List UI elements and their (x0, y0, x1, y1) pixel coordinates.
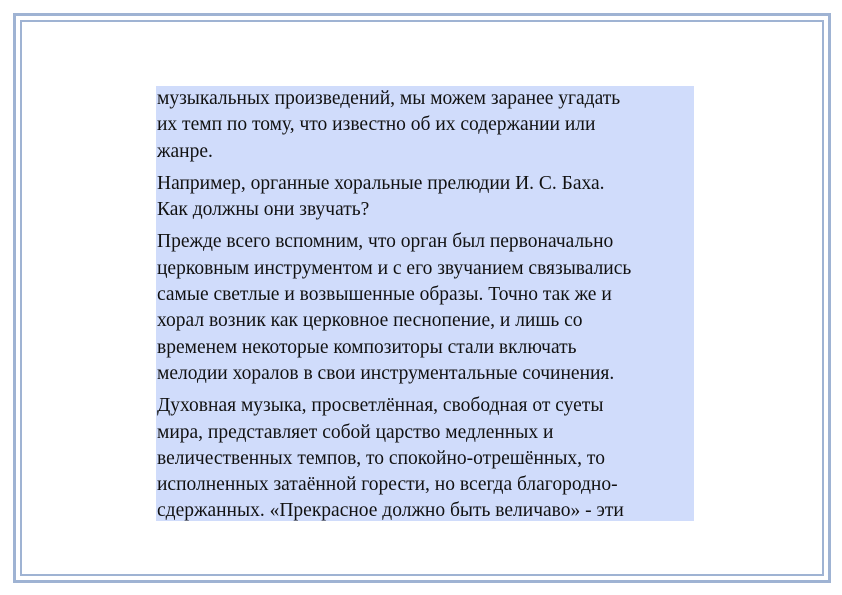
text-line: хорал возник как церковное песнопение, и лишь со (157, 310, 583, 332)
text-line: исполненных затаённой горести, но всегда благородно- (157, 474, 618, 496)
paragraph-1 (157, 86, 694, 165)
text-line: сдержанных. «Прекрасное должно быть величаво» - эти (157, 500, 624, 521)
text-line: Как должны они звучать? (157, 199, 370, 221)
text-body (156, 86, 694, 521)
text-line: их темп по тому, что известно об их содержании или (157, 114, 596, 136)
text-line: Например, органные хоральные прелюдии И. С. Баха. (157, 172, 605, 194)
text-line: жанре. (157, 140, 213, 162)
text-line: временем некоторые композиторы стали включать (157, 336, 577, 358)
text-line: Духовная музыка, просветлённая, свободная от суеты (157, 395, 604, 417)
text-line: мира, представляет собой царство медленных и (157, 421, 554, 443)
text-line: церковным инструментом и с его звучанием связывались (157, 257, 632, 279)
text-line: мелодии хоралов в свои инструментальные сочинения. (157, 362, 615, 384)
text-line: величественных темпов, то спокойно-отрешённых, то (157, 447, 605, 469)
text-line: музыкальных произведений, мы можем заранее угадать (157, 88, 621, 109)
paragraph-3 (157, 229, 694, 387)
text-line: Прежде всего вспомним, что орган был первоначально (157, 231, 614, 253)
paragraph-4 (157, 393, 694, 521)
paragraph-2 (157, 171, 694, 224)
text-line: самые светлые и возвышенные образы. Точно так же и (157, 284, 612, 306)
